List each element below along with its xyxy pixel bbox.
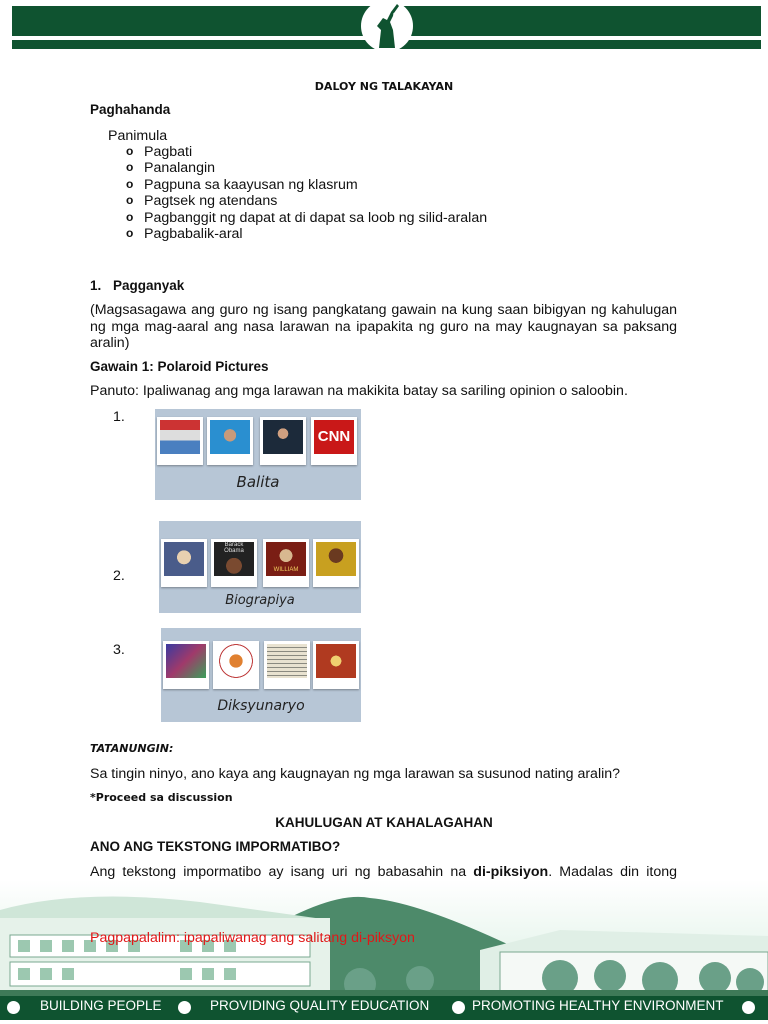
definition-paragraph: Ang tekstong impormatibo ay isang uri ng babasahin na di-piksiyon. Madalas din itong xyxy=(90,864,678,880)
panel-2-number: 2. xyxy=(113,568,125,584)
photo-panel-3 xyxy=(161,628,361,722)
footer-dot-4 xyxy=(742,1001,755,1014)
footer-text-3: PROMOTING HEALTHY ENVIRONMENT xyxy=(472,998,724,1013)
photo-news-paper xyxy=(157,417,203,465)
section-preparation: Paghahanda xyxy=(90,102,171,117)
photo-william-book: WILLIAM xyxy=(263,539,309,587)
school-logo-icon xyxy=(357,0,417,54)
bullet-icon: o xyxy=(126,144,134,158)
meaning-heading: KAHULUGAN AT KAHALAGAHAN xyxy=(275,815,493,830)
activity-heading: Gawain 1: Polaroid Pictures xyxy=(90,359,269,374)
footer-dot-1 xyxy=(7,1001,20,1014)
footer-dot-2 xyxy=(178,1001,191,1014)
photo-cnn-logo: CNN xyxy=(311,417,357,465)
bullet-icon: o xyxy=(126,193,134,208)
questions-question: Sa tingin ninyo, ano kaya ang kaugnayan ng mga larawan sa susunod nating aralin? xyxy=(90,766,621,782)
panel-1-number: 1. xyxy=(113,409,125,425)
proceed-note: *Proceed sa discussion xyxy=(90,791,233,804)
bullet-icon: o xyxy=(126,160,134,175)
intro-label: Panimula xyxy=(108,128,168,144)
intro-list-item-label: Panalangin xyxy=(144,160,215,177)
motivation-number: 1. xyxy=(90,278,102,293)
intro-list-item xyxy=(126,193,278,210)
what-heading: ANO ANG TEKSTONG IMPORMATIBO? xyxy=(90,839,341,854)
activity-instruction: Panuto: Ipaliwanag ang mga larawan na makikita batay sa sariling opinion o saloobin. xyxy=(90,383,628,399)
intro-list-item xyxy=(126,176,358,193)
intro-list-item xyxy=(126,144,193,160)
photo-dictionary-book xyxy=(163,641,209,689)
footer-text-1: BUILDING PEOPLE xyxy=(40,998,162,1013)
bullet-icon: o xyxy=(126,226,134,240)
panel-3-caption: Diksyunaryo xyxy=(217,698,305,714)
photo-bio-cover xyxy=(313,539,359,587)
intro-list-item-label: Pagbabalik-aral xyxy=(144,226,243,242)
intro-list-item-label: Pagbanggit ng dapat at di dapat sa loob ng silid-aralan xyxy=(144,209,488,226)
footer-text-2: PROVIDING QUALITY EDUCATION xyxy=(210,998,430,1013)
photo-panel-1 xyxy=(155,409,361,500)
panel-1-caption: Balita xyxy=(236,473,280,491)
bullet-icon: o xyxy=(126,176,134,191)
photo-dictionary-seal xyxy=(213,641,259,689)
questions-label: TATANUNGIN: xyxy=(90,742,174,755)
intro-list-item xyxy=(126,226,243,242)
motivation-description: (Magsasagawa ang guro ng isang pangkatang gawain na kung saan bibigyan ng kahulugan ng mga mag-aaral ang nasa larawan na ipapakita ng guro na may kaugnayan sa paksang aralin) xyxy=(90,302,677,351)
photo-dictionary-page xyxy=(264,641,310,689)
panel-2-caption: Biograpiya xyxy=(225,593,295,608)
panel-3-number: 3. xyxy=(113,642,125,658)
intro-list-item xyxy=(126,160,215,177)
enrichment-note: Pagpapalalim: ipapaliwanag ang salitang di-piksyon xyxy=(90,930,415,946)
photo-dictionary-cover xyxy=(313,641,359,689)
intro-list-item-label: Pagtsek ng atendans xyxy=(144,193,278,210)
footer-dot-3 xyxy=(452,1001,465,1014)
page-title: DALOY NG TALAKAYAN xyxy=(314,80,454,93)
bullet-icon: o xyxy=(126,209,134,224)
intro-list-item-label: Pagbati xyxy=(144,144,193,160)
photo-bio-book xyxy=(161,539,207,587)
photo-news-studio xyxy=(260,417,306,465)
photo-panel-2 xyxy=(159,521,361,613)
photo-obama-book: Barack Obama xyxy=(211,539,257,587)
motivation-heading: Pagganyak xyxy=(113,278,185,293)
photo-news-anchor xyxy=(207,417,253,465)
intro-list-item xyxy=(126,209,488,226)
intro-list-item-label: Pagpuna sa kaayusan ng klasrum xyxy=(144,176,358,193)
